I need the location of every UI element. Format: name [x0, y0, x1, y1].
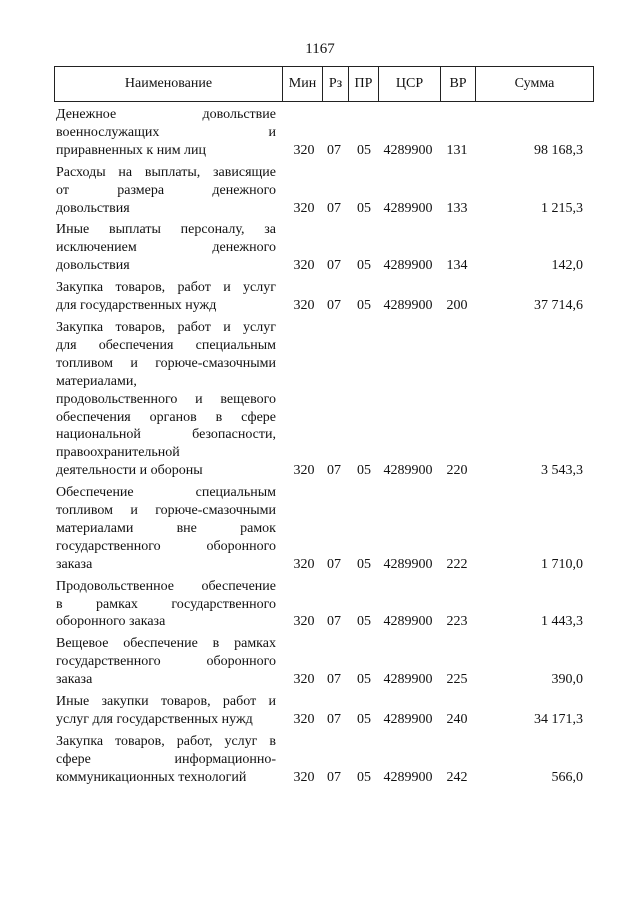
- row-pr: 05: [357, 142, 371, 158]
- row-sum: 98 168,3: [534, 142, 583, 158]
- row-sum: 390,0: [551, 672, 583, 688]
- row-csr: 4289900: [383, 556, 433, 572]
- row-rz: 07: [327, 463, 341, 479]
- row-rz: 07: [327, 200, 341, 216]
- row-name-line: сфере информационно-: [56, 751, 276, 767]
- row-name-line: Закупка товаров, работ и услуг: [56, 319, 276, 335]
- row-min: 320: [293, 200, 315, 216]
- table-header: [54, 66, 594, 102]
- row-rz: 07: [327, 769, 341, 785]
- row-name: [56, 484, 276, 574]
- row-pr: 05: [357, 556, 371, 572]
- table-row: [54, 635, 594, 689]
- row-vr: 200: [446, 298, 468, 314]
- row-csr: 4289900: [383, 258, 433, 274]
- row-name-line: Закупка товаров, работ, услуг в: [56, 733, 276, 749]
- row-name-line: Обеспечение специальным: [56, 485, 276, 501]
- row-rz: 07: [327, 142, 341, 158]
- row-vr: 240: [446, 712, 468, 727]
- row-name-line: Денежное довольствие: [56, 107, 276, 122]
- row-name-line: довольствия: [56, 200, 130, 216]
- row-name-line: заказа: [56, 672, 93, 688]
- header-csr: ЦСР: [378, 67, 440, 101]
- row-csr: 4289900: [383, 142, 433, 158]
- row-name-line: топливом и горюче-смазочными: [56, 503, 276, 519]
- row-rz: 07: [327, 556, 341, 572]
- row-name-line: приравненных к ним лиц: [56, 142, 207, 158]
- row-name: [56, 106, 276, 160]
- header-vr: ВР: [440, 67, 475, 101]
- row-name-line: оборонного заказа: [56, 614, 166, 630]
- table-row: [54, 693, 594, 729]
- row-name-line: коммуникационных технологий: [56, 769, 247, 785]
- row-min: 320: [293, 258, 315, 274]
- row-pr: 05: [357, 712, 371, 727]
- row-name-line: Закупка товаров, работ и услуг: [56, 280, 276, 296]
- row-vr: 133: [446, 200, 468, 216]
- row-name: [56, 635, 276, 689]
- row-name-line: исключением денежного: [56, 240, 276, 256]
- table-row: [54, 733, 594, 787]
- row-vr: 134: [446, 258, 468, 274]
- row-name: [56, 693, 276, 729]
- row-sum: 566,0: [551, 769, 583, 785]
- row-csr: 4289900: [383, 712, 433, 727]
- row-name-line: государственного оборонного: [56, 538, 276, 554]
- row-min: 320: [293, 298, 315, 314]
- row-sum: 1 215,3: [541, 200, 583, 216]
- row-csr: 4289900: [383, 200, 433, 216]
- row-pr: 05: [357, 672, 371, 688]
- row-name-line: Иные выплаты персоналу, за: [56, 222, 276, 238]
- row-rz: 07: [327, 672, 341, 688]
- table-row: [54, 578, 594, 632]
- row-min: 320: [293, 614, 315, 630]
- row-csr: 4289900: [383, 298, 433, 314]
- row-name-line: материалами,: [56, 373, 137, 389]
- row-rz: 07: [327, 258, 341, 274]
- row-min: 320: [293, 712, 315, 727]
- row-vr: 222: [446, 556, 468, 572]
- table-row: [54, 484, 594, 574]
- row-name: [56, 733, 276, 787]
- row-name-line: правоохранительной: [56, 445, 180, 461]
- row-name-line: в рамках государственного: [56, 596, 276, 612]
- row-min: 320: [293, 769, 315, 785]
- row-name-line: обеспечения органов в сфере: [56, 409, 276, 425]
- row-name-line: Продовольственное обеспечение: [56, 578, 276, 594]
- row-name-line: деятельности и обороны: [56, 463, 203, 479]
- row-sum: 1 710,0: [541, 556, 583, 572]
- row-vr: 223: [446, 614, 468, 630]
- table-row: [54, 164, 594, 218]
- row-name-line: национальной безопасности,: [56, 427, 276, 443]
- row-name-line: топливом и горюче-смазочными: [56, 355, 276, 371]
- table-row: [54, 106, 594, 160]
- row-sum: 37 714,6: [534, 298, 583, 314]
- row-min: 320: [293, 142, 315, 158]
- row-min: 320: [293, 672, 315, 688]
- row-pr: 05: [357, 258, 371, 274]
- row-pr: 05: [357, 298, 371, 314]
- row-min: 320: [293, 556, 315, 572]
- table-row: [54, 319, 594, 480]
- row-sum: 1 443,3: [541, 614, 583, 630]
- table-body: [54, 106, 594, 791]
- row-rz: 07: [327, 298, 341, 314]
- table-row: [54, 279, 594, 315]
- row-name-line: от размера денежного: [56, 182, 276, 198]
- row-name-line: для обеспечения специальным: [56, 337, 276, 353]
- row-pr: 05: [357, 769, 371, 785]
- row-name-line: материалами вне рамок: [56, 520, 276, 536]
- row-name-line: заказа: [56, 556, 93, 572]
- header-rz: Рз: [322, 67, 348, 101]
- row-rz: 07: [327, 712, 341, 727]
- row-vr: 220: [446, 463, 468, 479]
- row-sum: 3 543,3: [541, 463, 583, 479]
- row-pr: 05: [357, 463, 371, 479]
- row-csr: 4289900: [383, 769, 433, 785]
- table-row: [54, 221, 594, 275]
- row-csr: 4289900: [383, 672, 433, 688]
- row-vr: 131: [446, 142, 468, 158]
- row-name-line: Вещевое обеспечение в рамках: [56, 636, 276, 652]
- row-name-line: военнослужащих и: [56, 124, 276, 140]
- row-name-line: государственного оборонного: [56, 654, 276, 670]
- row-csr: 4289900: [383, 614, 433, 630]
- row-name-line: Иные закупки товаров, работ и: [56, 694, 276, 710]
- header-pr: ПР: [348, 67, 378, 101]
- header-sum: Сумма: [475, 67, 593, 101]
- row-pr: 05: [357, 614, 371, 630]
- row-rz: 07: [327, 614, 341, 630]
- row-name-line: для государственных нужд: [56, 298, 217, 314]
- row-name: [56, 578, 276, 632]
- row-csr: 4289900: [383, 463, 433, 479]
- row-sum: 34 171,3: [534, 712, 583, 727]
- row-name: [56, 164, 276, 218]
- row-name-line: услуг для государственных нужд: [56, 712, 253, 727]
- row-name: [56, 221, 276, 275]
- header-name: Наименование: [124, 76, 213, 91]
- row-name-line: Расходы на выплаты, зависящие: [56, 164, 276, 180]
- row-vr: 242: [446, 769, 468, 785]
- row-name: [56, 279, 276, 315]
- row-min: 320: [293, 463, 315, 479]
- row-sum: 142,0: [551, 258, 583, 274]
- row-name: [56, 319, 276, 480]
- row-name-line: продовольственного и вещевого: [56, 391, 276, 407]
- header-min: Мин: [282, 67, 322, 101]
- row-pr: 05: [357, 200, 371, 216]
- page-number: 1167: [305, 41, 335, 57]
- row-name-line: довольствия: [56, 258, 130, 274]
- row-vr: 225: [446, 672, 468, 688]
